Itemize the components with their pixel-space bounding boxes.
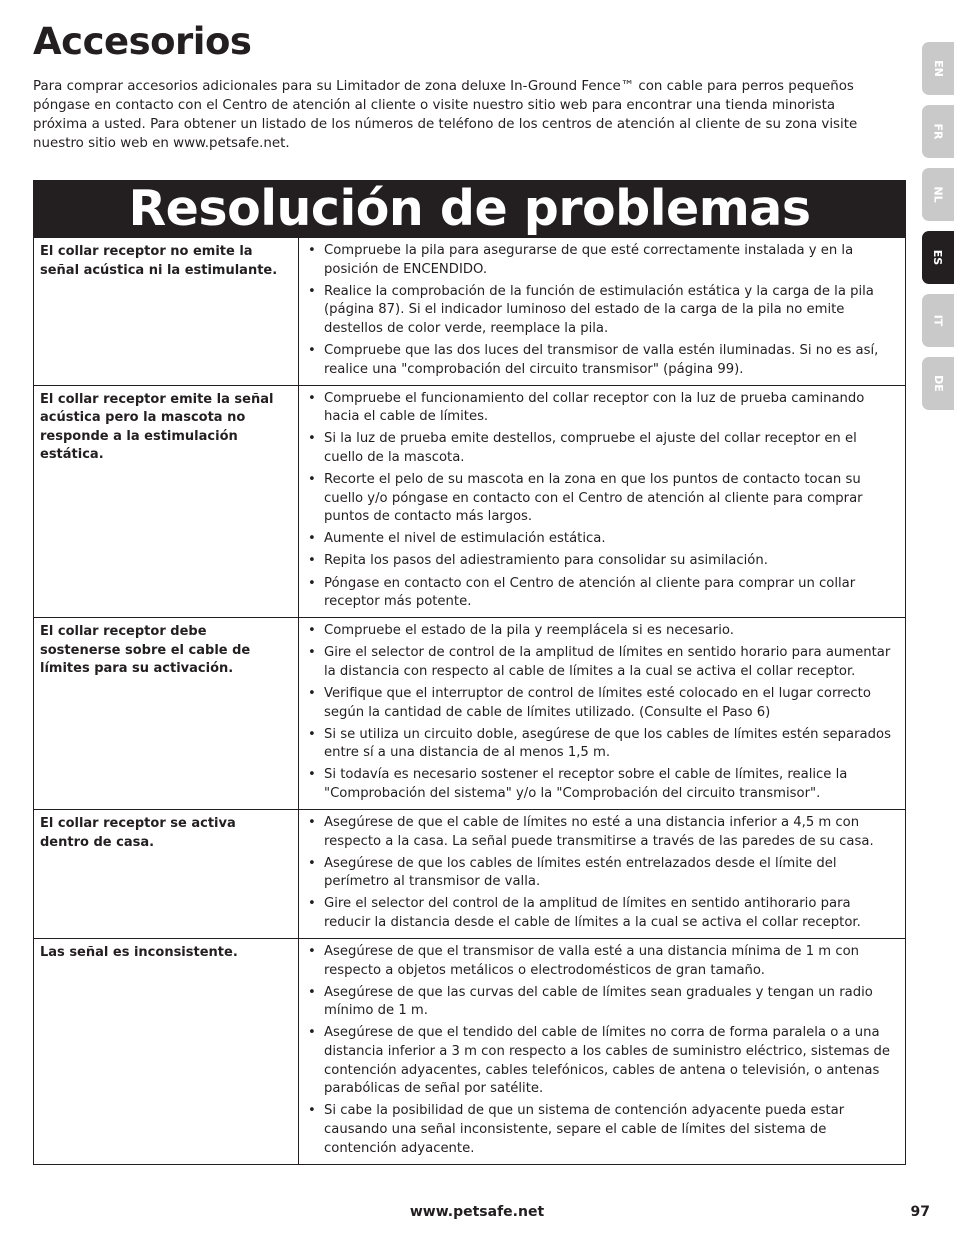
problem-cell: El collar receptor debe sostenerse sobre el cable de límites para su activación.	[34, 618, 299, 810]
solution-item: • Realice la comprobación de la función de estimulación estática y la carga de la pila (página 87). Si el indicador luminoso del estado de la carga de la pila no emite destellos de color verde, reemplace la pila.	[305, 283, 899, 339]
solutions-cell	[299, 939, 906, 1165]
table-row	[34, 618, 906, 810]
solution-item: • Póngase en contacto con el Centro de atención al cliente para comprar un collar receptor más potente.	[305, 575, 899, 612]
table-row	[34, 385, 906, 618]
tab-fr[interactable]	[922, 105, 954, 158]
solution-item: • Asegúrese de que los cables de límites estén entrelazados desde el límite del perímetro al transmisor de valla.	[305, 855, 899, 892]
solution-item: • Asegúrese de que el cable de límites no esté a una distancia inferior a 4,5 m con respecto a la casa. La señal puede transmitirse a través de las paredes de su casa.	[305, 814, 899, 851]
tab-de[interactable]	[922, 357, 954, 410]
tab-label: FR	[931, 123, 945, 140]
solution-item: • Recorte el pelo de su mascota en la zona en que los puntos de contacto tocan su cuello y/o póngase en contacto con el Centro de atención al cliente para comprar puntos de contacto más largos.	[305, 471, 899, 527]
solution-list	[305, 943, 899, 1158]
solution-item: • Si se utiliza un circuito doble, asegúrese de que los cables de límites estén separados entre sí a una distancia de al menos 1,5 m.	[305, 726, 899, 763]
solution-item: • Si todavía es necesario sostener el receptor sobre el cable de límites, realice la "Comprobación del sistema" y/o la "Comprobación del circuito transmisor".	[305, 766, 899, 803]
solution-list	[305, 622, 899, 803]
tab-en[interactable]	[922, 42, 954, 95]
troubleshooting-title: Resolución de problemas	[33, 180, 906, 237]
solution-item: • Repita los pasos del adiestramiento para consolidar su asimilación.	[305, 552, 899, 571]
problem-cell: El collar receptor no emite la señal acústica ni la estimulante.	[34, 238, 299, 386]
solution-item: • Gire el selector del control de la amplitud de límites en sentido antihorario para reducir la distancia desde el cable de límites a la cual se activa el collar receptor.	[305, 895, 899, 932]
solution-item: • Gire el selector de control de la amplitud de límites en sentido horario para aumentar la distancia con respecto al cable de límites a la cual se activa el collar receptor.	[305, 644, 899, 681]
solution-item: • Compruebe el funcionamiento del collar receptor con la luz de prueba caminando hacia el cable de límites.	[305, 390, 899, 427]
solution-item: • Compruebe que las dos luces del transmisor de valla estén iluminadas. Si no es así, realice una "comprobación del circuito transmisor" (página 99).	[305, 342, 899, 379]
solution-item: • Asegúrese de que el tendido del cable de límites no corra de forma paralela o a una distancia inferior a 3 m con respecto a los cables de suministro eléctrico, sistemas de contención adyacentes, cables telefónicos, cables de antena o televisión, o antenas parabólicas de señal por satélite.	[305, 1024, 899, 1098]
problem-cell: El collar receptor se activa dentro de casa.	[34, 810, 299, 939]
footer-url: www.petsafe.net	[409, 1204, 545, 1220]
solution-item: • Verifique que el interruptor de control de límites esté colocado en el lugar correcto según la cantidad de cable de límites utilizado. (Consulte el Paso 6)	[305, 685, 899, 722]
tab-label: EN	[931, 60, 945, 77]
solution-item: • Aumente el nivel de estimulación estática.	[305, 530, 899, 549]
page-number: 97	[910, 1204, 930, 1220]
solution-item: • Compruebe el estado de la pila y reemplácela si es necesario.	[305, 622, 899, 641]
solution-item: • Asegúrese de que el transmisor de valla esté a una distancia mínima de 1 m con respecto a objetos metálicos o electrodomésticos de gran tamaño.	[305, 943, 899, 980]
tab-nl[interactable]	[922, 168, 954, 221]
accessories-body: Para comprar accesorios adicionales para su Limitador de zona deluxe In-Ground Fence™ con cable para perros pequeños póngase en contacto con el Centro de atención al cliente o visite nuestro sitio web para encontrar una tienda minorista próxima a usted. Para obtener un listado de los números de teléfono de los centros de atención al cliente de su zona visite nuestro sitio web en www.petsafe.net.	[33, 79, 858, 151]
solution-list	[305, 390, 899, 612]
table-row	[34, 238, 906, 386]
solutions-cell	[299, 810, 906, 939]
solution-list	[305, 242, 899, 379]
solutions-cell	[299, 618, 906, 810]
tab-label: ES	[931, 249, 945, 266]
solution-list	[305, 814, 899, 933]
table-row	[34, 939, 906, 1165]
troubleshooting-table	[33, 237, 906, 1165]
tab-es[interactable]	[922, 231, 954, 284]
problem-cell: El collar receptor emite la señal acústica pero la mascota no responde a la estimulación estática.	[34, 385, 299, 618]
tab-label: DE	[931, 375, 945, 392]
accessories-title: Accesorios	[33, 20, 252, 63]
tab-label: NL	[931, 186, 945, 203]
solution-item: • Compruebe la pila para asegurarse de que esté correctamente instalada y en la posición de ENCENDIDO.	[305, 242, 899, 279]
problem-cell: Las señal es inconsistente.	[34, 939, 299, 1165]
solution-item: • Si la luz de prueba emite destellos, compruebe el ajuste del collar receptor en el cuello de la mascota.	[305, 430, 899, 467]
table-row	[34, 810, 906, 939]
solution-item: • Asegúrese de que las curvas del cable de límites sean graduales y tengan un radio mínimo de 1 m.	[305, 984, 899, 1021]
solutions-cell	[299, 238, 906, 386]
tab-it[interactable]	[922, 294, 954, 347]
solution-item: • Si cabe la posibilidad de que un sistema de contención adyacente pueda estar causando una señal inconsistente, separe el cable de límites del sistema de contención adyacente.	[305, 1102, 899, 1158]
solutions-cell	[299, 385, 906, 618]
tab-label: IT	[931, 314, 945, 327]
